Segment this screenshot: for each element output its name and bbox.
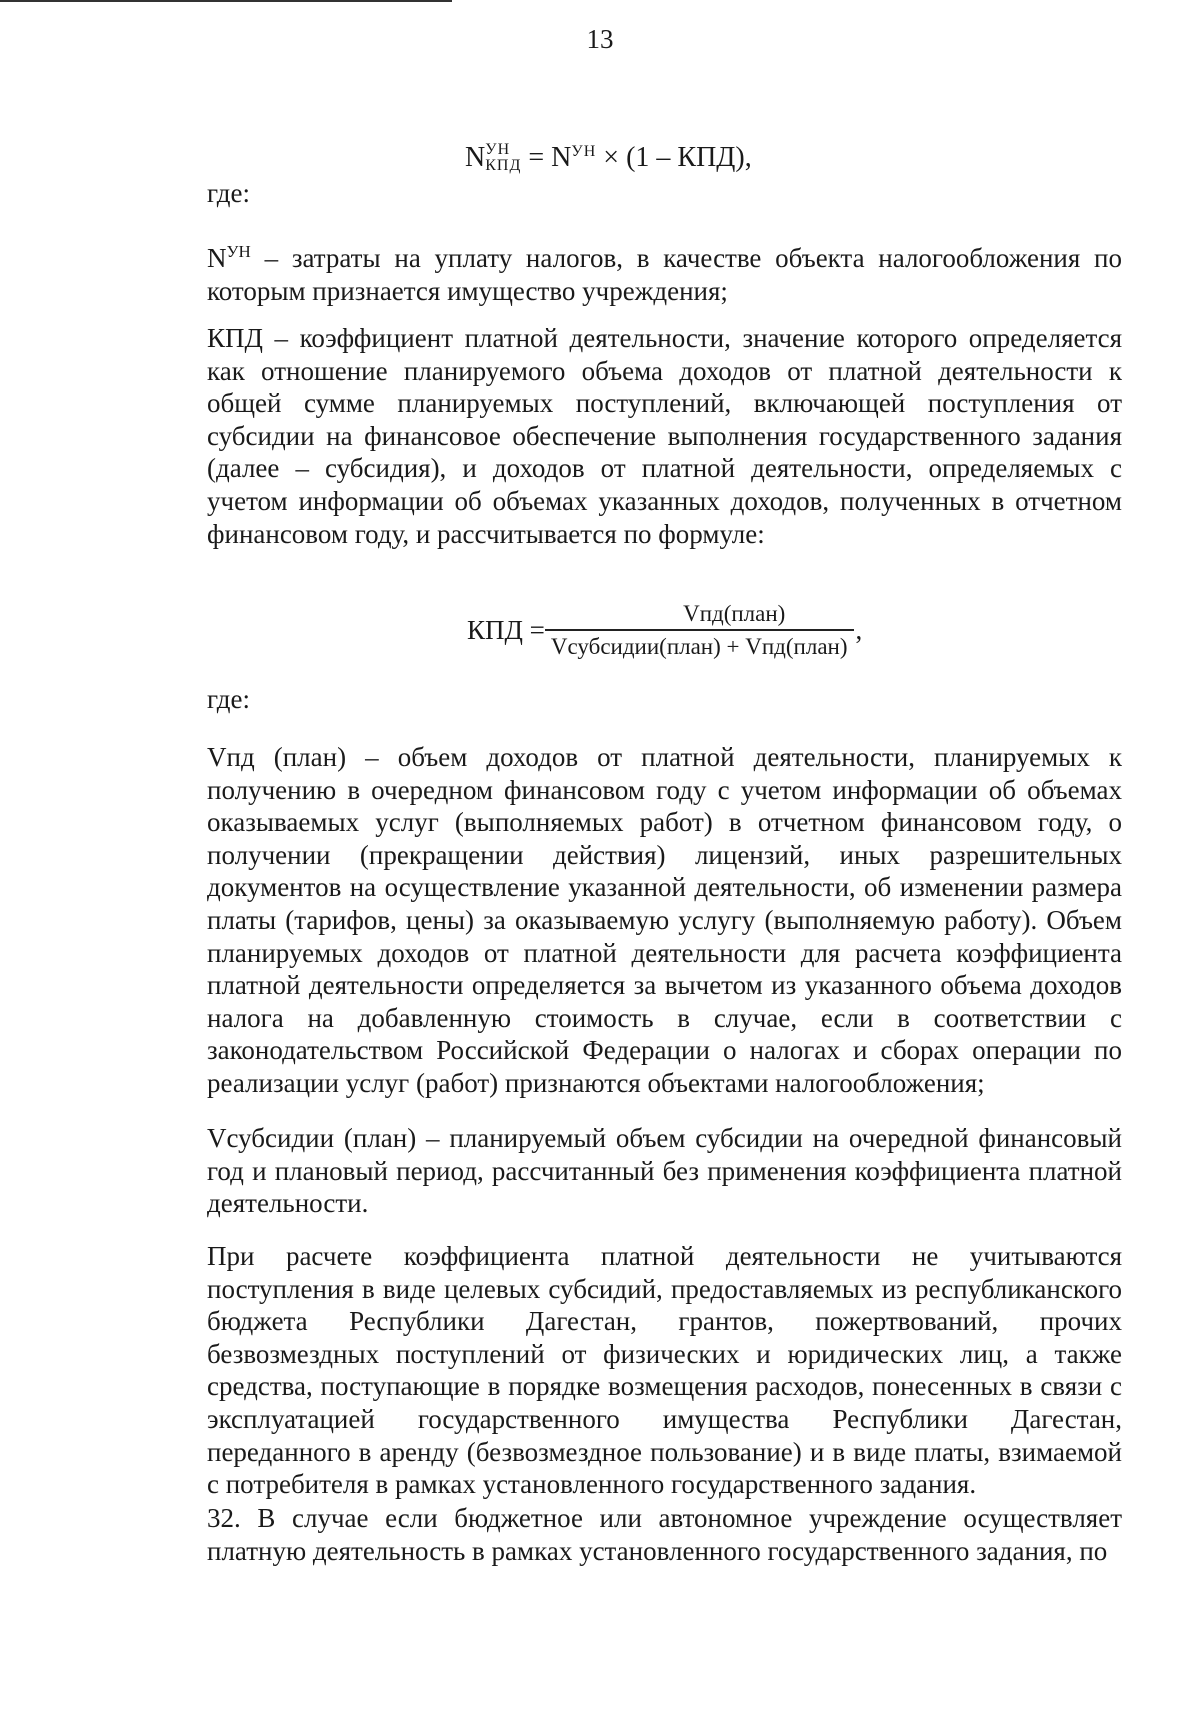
- paragraph-item-32: [137, 1502, 1122, 1567]
- formula-tail: × (1 – КПД),: [596, 142, 752, 173]
- top-rule: [0, 0, 452, 2]
- nun-base: N: [207, 243, 227, 273]
- kpd-comma: ,: [855, 615, 863, 645]
- kpd-numerator: Vпд(план): [545, 601, 854, 631]
- paragraph-kpd-definition: [137, 322, 1122, 550]
- formula-sup-rhs: УН: [571, 143, 597, 160]
- vpd-text: Vпд (план) – объем доходов от платной деятельности, планируемых к получению в очередном финансовом году с учетом информации об объемах оказываемых услуг (выполняемых работ) в отчетном финансовом году, о получении (прекращении действия) лицензий, иных разрешительных документов на осуществление указанной деятельности, об изменении размера платы (тарифов, цены) за оказываемую услугу (выполняемую работу). Объем планируемых доходов от платной деятельности для расчета коэффициента платной деятельности определяется за вычетом из указанного объема доходов налога на добавленную стоимость в случае, если в соответствии с законодательством Российской Федерации о налогах и сборах операции по реализации услуг (работ) признаются объектами налогообложения;: [207, 742, 1122, 1098]
- formula-sub-lhs: КПД: [485, 156, 522, 174]
- formula-base-rhs: N: [551, 142, 572, 173]
- kpd-lhs: КПД =: [467, 615, 545, 645]
- formula-tax-cost: [465, 142, 752, 176]
- where-label-1: где:: [207, 178, 250, 208]
- where-label-2: где:: [207, 684, 250, 714]
- formula-sup-lhs: УН: [485, 140, 511, 158]
- kpd-text: КПД – коэффициент платной деятельности, значение которого определяется как отношение планируемого объема доходов от платной деятельности к общей сумме планируемых поступлений, включающей поступления от субсидии на финансовое обеспечение выполнения государственного задания (далее – субсидия), и доходов от платной деятельности, определяемых с учетом информации об объемах указанных доходов, полученных в отчетном финансовом году, и рассчитывается по формуле:: [207, 323, 1122, 549]
- page-number: 13: [586, 24, 614, 54]
- nun-sup: УН: [226, 242, 251, 261]
- nun-text: – затраты на уплату налогов, в качестве объекта налогообложения по которым признается имущество учреждения;: [207, 243, 1122, 306]
- formula-base-lhs: N: [465, 142, 486, 173]
- kpd-fraction: [545, 601, 854, 660]
- paragraph-tax-definition: [137, 236, 1122, 307]
- paragraph-vsub-definition: [137, 1122, 1122, 1220]
- formula-equals: =: [521, 142, 552, 173]
- rule-text: При расчете коэффициента платной деятельности не учитываются поступления в виде целевых субсидий, предоставляемых из республиканского бюджета Республики Дагестан, грантов, пожертвований, прочих безвозмездных поступлений от физических и юридических лиц, а также средства, поступающие в порядке возмещения расходов, понесенных в связи с эксплуатацией государственного имущества Республики Дагестан, переданного в аренду (безвозмездное пользование) и в виде платы, взимаемой с потребителя в рамках установленного государственного задания.: [207, 1241, 1122, 1500]
- formula-kpd: [467, 601, 862, 660]
- vsub-text: Vсубсидии (план) – планируемый объем субсидии на очередной финансовый год и плановый период, рассчитанный без применения коэффициента платной деятельности.: [207, 1123, 1122, 1219]
- paragraph-calculation-rule: [137, 1240, 1122, 1501]
- paragraph-vpd-definition: [137, 741, 1122, 1100]
- item-32-text: 32. В случае если бюджетное или автономное учреждение осуществляет платную деятельность в рамках установленного государственного задания, по: [207, 1503, 1122, 1566]
- formula-index-stack: [485, 142, 521, 174]
- kpd-denominator: Vсубсидии(план) + Vпд(план): [550, 634, 848, 659]
